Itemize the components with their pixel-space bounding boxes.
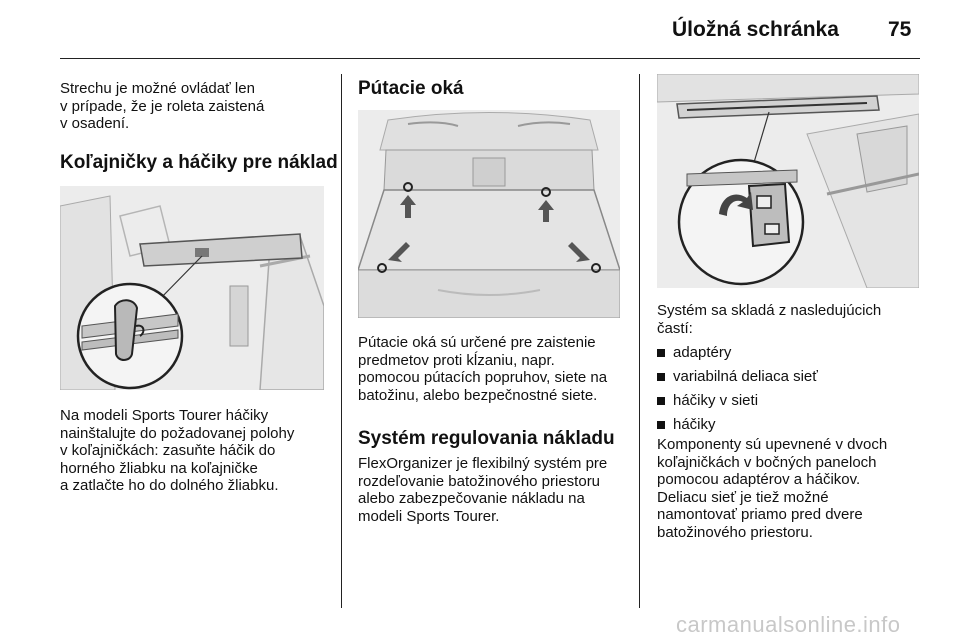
header-title: Úložná schránka <box>672 18 839 41</box>
list-item: variabilná deliaca sieť <box>657 367 818 391</box>
middle-heading: Pútacie oká <box>358 78 464 99</box>
header-rule <box>60 58 920 59</box>
flexorganizer-adapter-illustration <box>657 74 919 288</box>
right-intro: Systém sa skladá z nasledujúcich častí: <box>657 302 882 337</box>
column-divider-1 <box>341 74 342 608</box>
cargo-rail-hook-illustration <box>60 186 324 390</box>
middle-heading-2: Systém regulovania nákladu <box>358 428 615 449</box>
watermark: carmanualsonline.info <box>676 612 901 637</box>
list-item: háčiky v sieti <box>657 391 818 415</box>
middle-body: Pútacie oká sú určené pre zaistenie predmetov proti kĺzaniu, napr. pomocou pútacích popruhov, siete na batožinu, alebo bezpečnostné siete. <box>358 334 608 404</box>
list-item: adaptéry <box>657 343 818 367</box>
page-number: 75 <box>888 18 912 41</box>
list-item: háčiky <box>657 415 818 439</box>
cargo-tie-down-eyes-illustration <box>358 110 620 318</box>
left-body: Na modeli Sports Tourer háčiky nainštalujte do požadovanej polohy v koľajničkách: zasuňte háčik do horného žliabku na koľajničke a zatlačte ho do dolného žliabku. <box>60 407 295 494</box>
left-heading: Koľajničky a háčiky pre náklad <box>60 152 338 173</box>
column-divider-2 <box>639 74 640 608</box>
middle-body-2: FlexOrganizer je flexibilný systém pre rozdeľovanie batožinového priestoru alebo zabezpečovanie nákladu na modeli Sports Tourer. <box>358 455 608 525</box>
right-body: Komponenty sú upevnené v dvoch koľajničkách v bočných paneloch pomocou adaptérov a háčikov. Deliacu sieť je tiež možné namontovať priamo pred dvere batožinového priestoru. <box>657 436 888 541</box>
component-list <box>657 343 818 439</box>
left-intro: Strechu je možné ovládať len v prípade, že je roleta zaistená v osadení. <box>60 80 265 132</box>
